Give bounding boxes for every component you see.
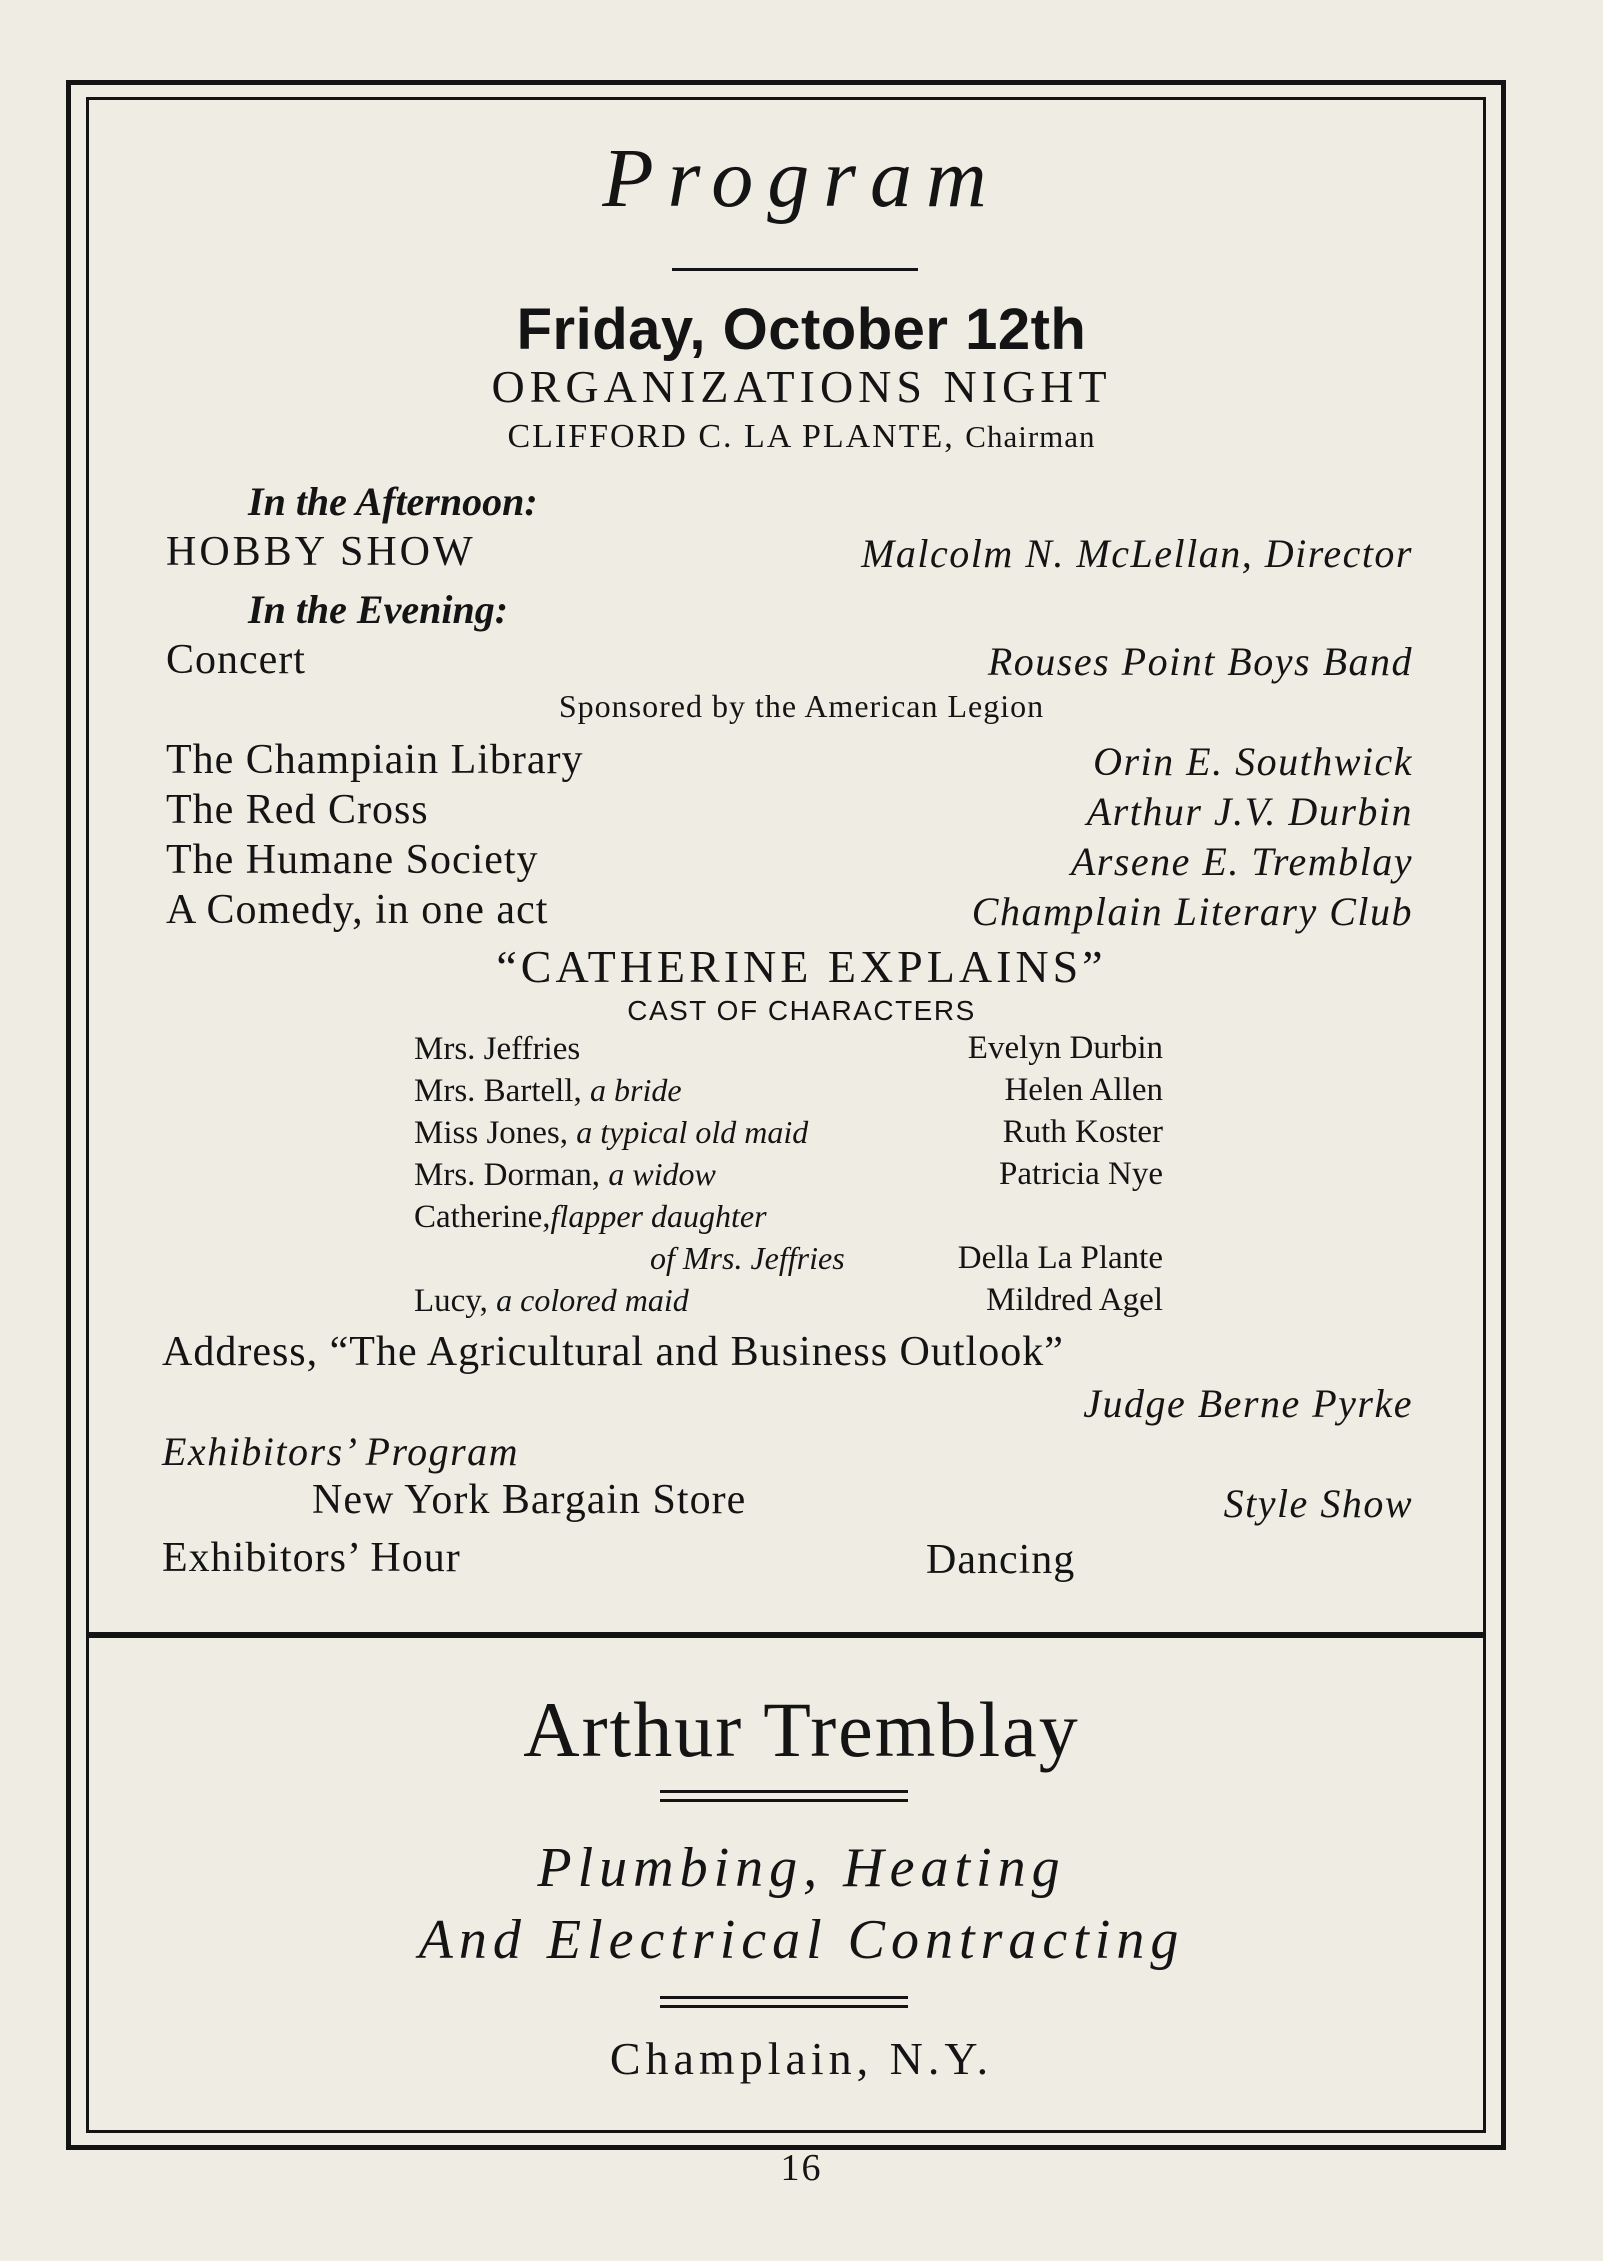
evening-event: The Champiain Library: [166, 737, 584, 783]
ad-services-line-1: Plumbing, Heating: [537, 1837, 1066, 1899]
exhibitor-store: New York Bargain Store: [312, 1477, 747, 1523]
cast-character: [414, 1198, 767, 1236]
sponsor-line: Sponsored by the American Legion: [558, 688, 1045, 724]
afternoon-event: HOBBY SHOW: [166, 529, 476, 575]
evening-person: Arthur J.V. Durbin: [1086, 789, 1413, 834]
character-desc: a widow: [608, 1156, 716, 1192]
cast-character: [414, 1030, 580, 1068]
character-name: Mrs. Bartell,: [414, 1073, 582, 1109]
afternoon-heading: In the Afternoon:: [248, 479, 538, 524]
evening-person: Champlain Literary Club: [971, 889, 1413, 934]
section-divider: [86, 1632, 1486, 1638]
exhibitor-store-event: Style Show: [1223, 1481, 1413, 1526]
ad-location: Champlain, N.Y.: [609, 2033, 994, 2084]
cast-actor: Mildred Agel: [986, 1282, 1163, 1318]
concert-person: Rouses Point Boys Band: [987, 639, 1413, 684]
cast-actor: Ruth Koster: [1002, 1114, 1163, 1150]
title-rule: [672, 268, 918, 271]
advertiser-name: Arthur Tremblay: [523, 1686, 1080, 1773]
cast-heading: CAST OF CHARACTERS: [627, 995, 976, 1026]
cast-actor: Helen Allen: [1004, 1072, 1163, 1108]
evening-person: Orin E. Southwick: [1093, 739, 1413, 784]
cast-character: [414, 1072, 682, 1110]
evening-heading: In the Evening:: [248, 587, 509, 632]
evening-event: The Red Cross: [166, 787, 429, 833]
character-desc: a bride: [589, 1072, 682, 1108]
double-rule: [660, 1996, 908, 1999]
chairman-role: Chairman: [965, 419, 1096, 454]
address-speaker: Judge Berne Pyrke: [1083, 1381, 1413, 1426]
chairman-line: [0, 418, 1603, 456]
character-desc: a typical old maid: [576, 1114, 809, 1150]
character-name: Mrs. Jeffries: [414, 1031, 581, 1067]
play-title: “CATHERINE EXPLAINS”: [496, 941, 1107, 992]
event-date: Friday, October 12th: [516, 297, 1087, 362]
cast-character: [414, 1156, 716, 1194]
character-desc: flapper daughter: [550, 1198, 767, 1234]
character-desc: of Mrs. Jeffries: [650, 1240, 845, 1276]
cast-actor: Della La Plante: [957, 1240, 1163, 1276]
ad-services-line-2: And Electrical Contracting: [418, 1909, 1185, 1971]
cast-character: [414, 1282, 689, 1320]
address-title: Address, “The Agricultural and Business Outlook”: [162, 1329, 1064, 1375]
program-title: Program: [602, 132, 1001, 225]
evening-event: The Humane Society: [166, 837, 539, 883]
concert-event: Concert: [166, 637, 306, 683]
double-rule: [660, 1799, 908, 1802]
evening-person: Arsene E. Tremblay: [1070, 839, 1413, 884]
night-title: ORGANIZATIONS NIGHT: [491, 361, 1112, 412]
afternoon-person: Malcolm N. McLellan, Director: [861, 531, 1413, 576]
cast-character: [414, 1114, 808, 1152]
cast-actor: Patricia Nye: [998, 1156, 1163, 1192]
exhibitors-heading: Exhibitors’ Program: [162, 1429, 520, 1474]
character-name: Mrs. Dorman,: [414, 1157, 601, 1193]
exhibitors-hour: Exhibitors’ Hour: [162, 1535, 461, 1581]
evening-event: A Comedy, in one act: [166, 887, 549, 933]
exhibitors-hour-event: Dancing: [926, 1537, 1076, 1583]
chairman-name: CLIFFORD C. LA PLANTE,: [507, 418, 955, 455]
cast-character: [650, 1240, 845, 1278]
character-name: Lucy,: [414, 1283, 488, 1319]
character-name: Catherine,: [414, 1199, 551, 1235]
double-rule: [660, 1790, 908, 1793]
page-number: 16: [780, 2147, 823, 2189]
character-name: Miss Jones,: [414, 1115, 569, 1151]
cast-actor: Evelyn Durbin: [967, 1030, 1163, 1066]
character-desc: a colored maid: [496, 1282, 689, 1318]
double-rule: [660, 2005, 908, 2008]
